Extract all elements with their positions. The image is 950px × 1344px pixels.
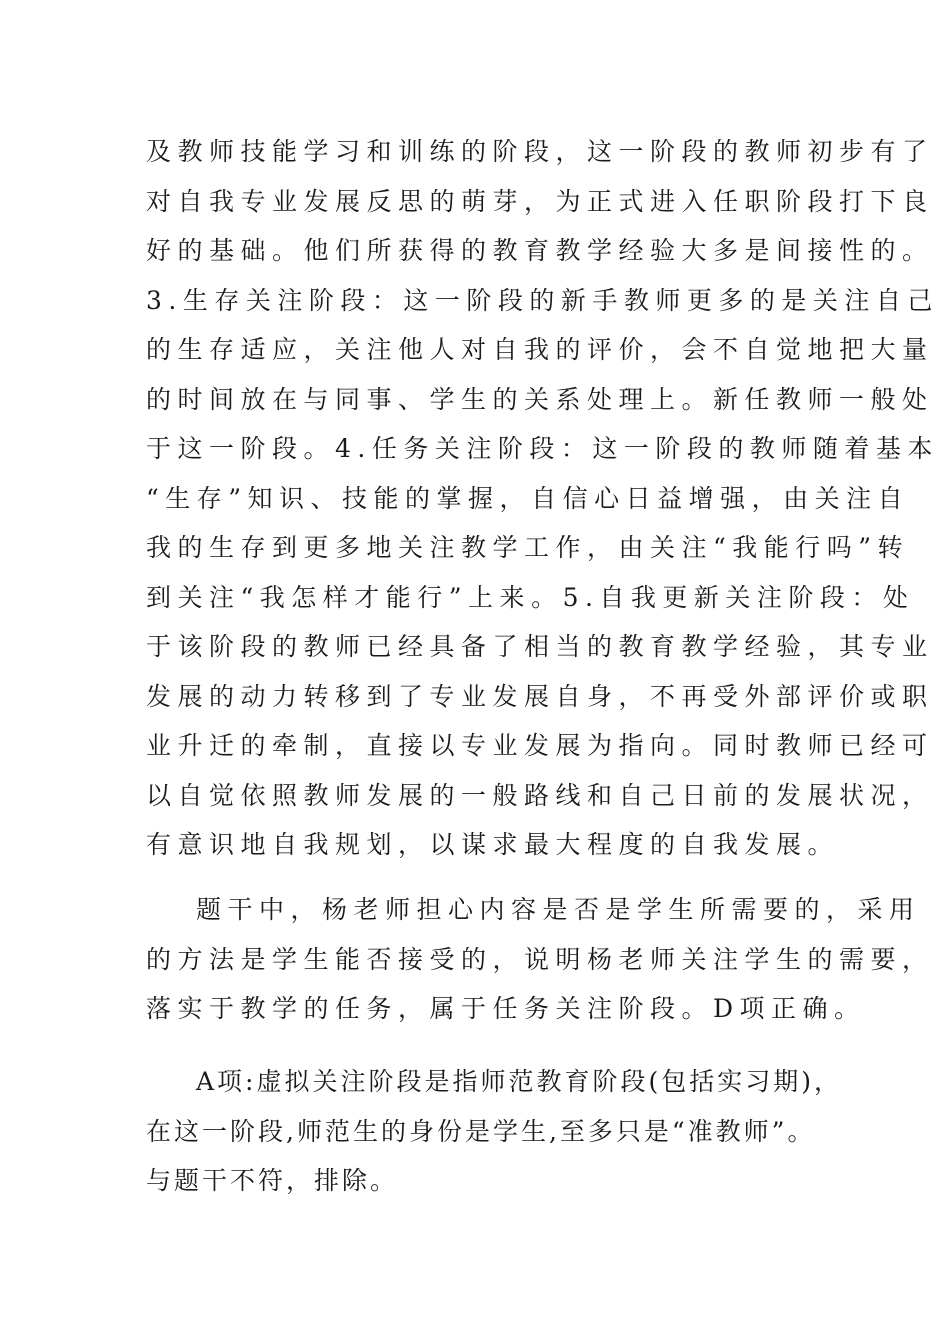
text-line: “生存”知识、技能的掌握，自信心日益增强，由关注自 xyxy=(146,483,910,513)
text-line: 好的基础。他们所获得的教育教学经验大多是间接性的。 xyxy=(146,236,934,265)
text-line: 及教师技能学习和训练的阶段，这一阶段的教师初步有了 xyxy=(146,137,934,166)
text-line: 题干中，杨老师担心内容是否是学生所需要的，采用 xyxy=(196,895,921,924)
text-line: 有意识地自我规划，以谋求最大程度的自我发展。 xyxy=(146,830,840,859)
text-line: 在这一阶段,师范生的身份是学生,至多只是“准教师”。 xyxy=(146,1116,816,1146)
text-line: 落实于教学的任务，属于任务关注阶段。D项正确。 xyxy=(146,994,866,1023)
text-line: 3.生存关注阶段：这一阶段的新手教师更多的是关注自己 xyxy=(146,285,939,315)
text-line: 于该阶段的教师已经具备了相当的教育教学经验，其专业 xyxy=(146,632,934,661)
text-line: 业升迁的牵制，直接以专业发展为指向。同时教师已经可 xyxy=(146,731,934,760)
paragraph-teacher-development-stages xyxy=(146,127,939,870)
text-line: 我的生存到更多地关注教学工作，由关注“我能行吗”转 xyxy=(146,533,910,562)
text-line: 到关注“我怎样才能行”上来。5.自我更新关注阶段：处 xyxy=(146,582,915,612)
text-line: 的时间放在与同事、学生的关系处理上。新任教师一般处 xyxy=(146,384,934,414)
text-line: 的方法是学生能否接受的，说明杨老师关注学生的需要， xyxy=(146,944,934,974)
text-line: 对自我专业发展反思的萌芽，为正式进入任职阶段打下良 xyxy=(146,186,934,216)
paragraph-question-analysis xyxy=(146,885,934,1034)
text-line: 的生存适应，关注他人对自我的评价，会不自觉地把大量 xyxy=(146,335,934,364)
text-line: 于这一阶段。4.任务关注阶段：这一阶段的教师随着基本 xyxy=(146,434,939,463)
text-line: A项:虚拟关注阶段是指师范教育阶段(包括实习期)， xyxy=(196,1067,842,1096)
paragraph-option-a xyxy=(146,1057,842,1206)
text-line: 发展的动力转移到了专业发展自身，不再受外部评价或职 xyxy=(146,681,934,711)
text-line: 与题干不符，排除。 xyxy=(146,1166,399,1195)
text-line: 以自觉依照教师发展的一般路线和自己日前的发展状况， xyxy=(146,780,934,810)
